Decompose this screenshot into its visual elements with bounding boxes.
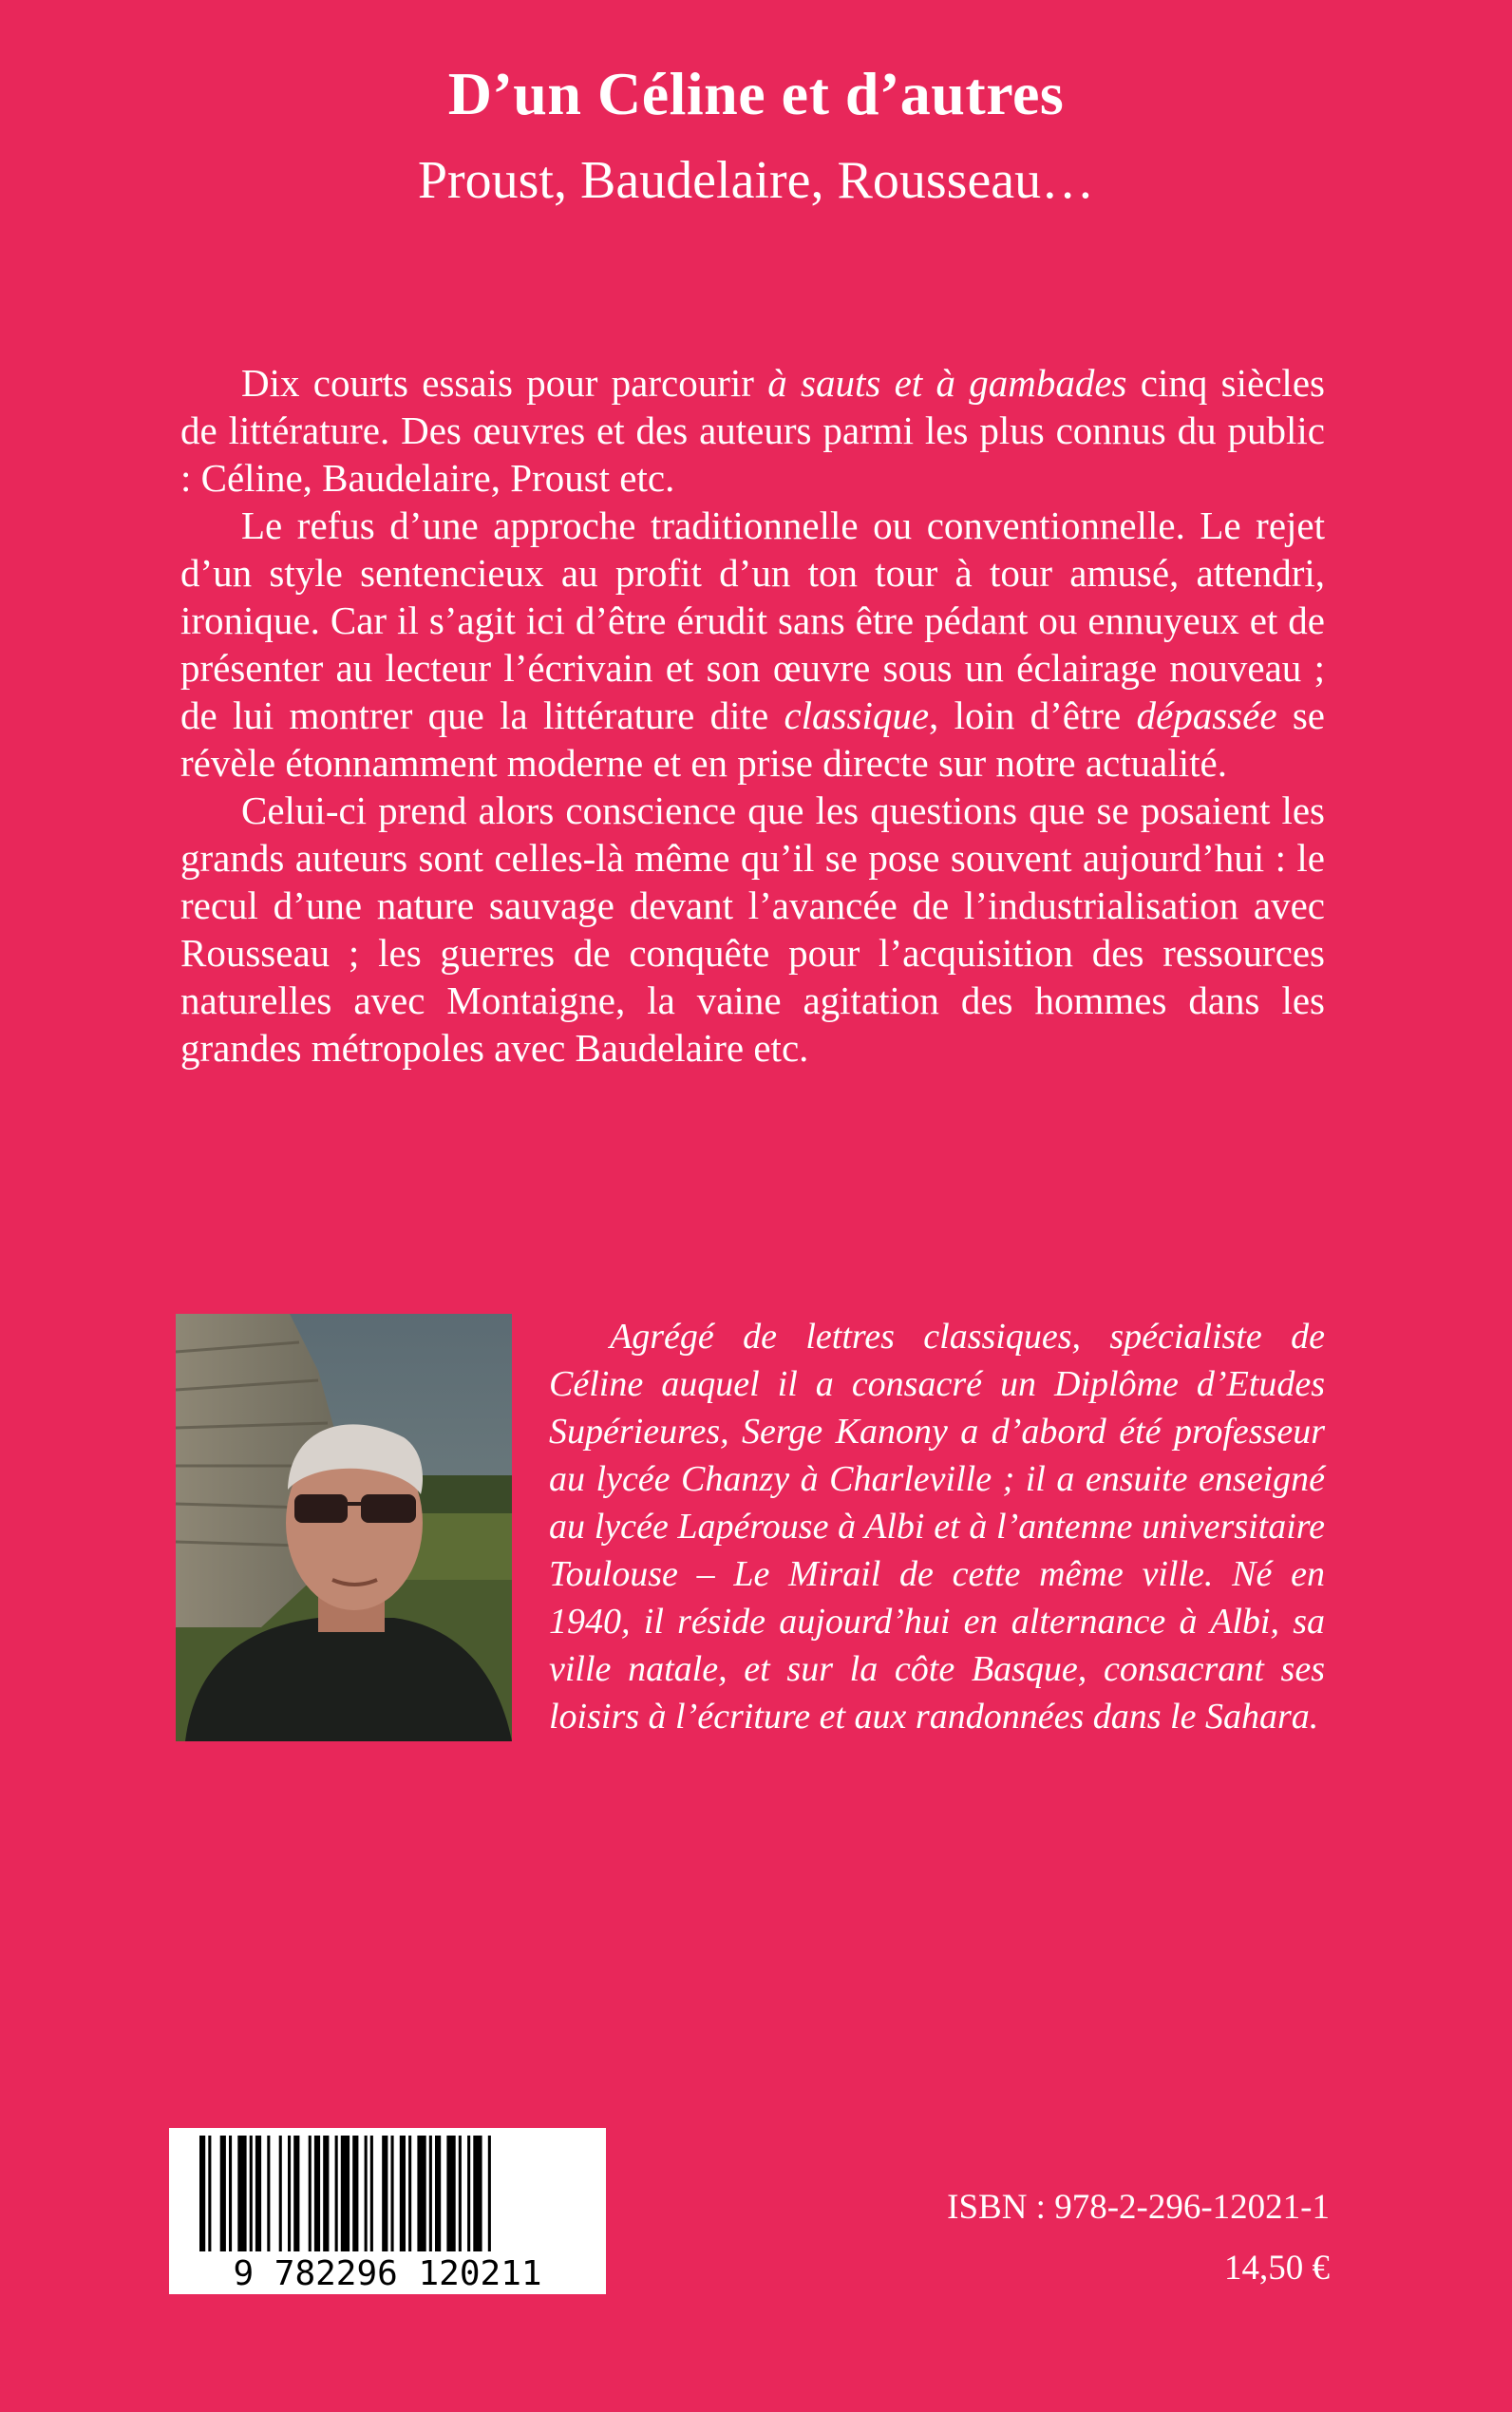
- barcode-bar: [365, 2136, 368, 2251]
- blurb-paragraph-2: Le refus d’une approche traditionnelle ou conventionnelle. Le rejet d’un style sentencieux au profit d’un ton tour à tour amusé, attendri, ironique. Car il s’agit ici d’être érudit sans être pédant ou ennuyeux et de présenter au lecteur l’écrivain et son œuvre sous un éclairage nouveau ; de lui montrer que la littérature dite classique, loin d’être dépassée se révèle étonnamment moderne et en prise directe sur notre actualité.: [180, 503, 1325, 785]
- author-bio: Agrégé de lettres classiques, spécialiste de Céline auquel il a consacré un Diplôme d’Etudes Supérieures, Serge Kanony a d’abord été professeur au lycée Chanzy à Charleville ; il a ensuite enseigné au lycée Lapérouse à Albi et à l’antenne universitaire Toulouse – Le Mirail de cette même ville. Né en 1940, il réside aujourd’hui en alternance à Albi, sa ville natale, et sur la côte Basque, consacrant ses loisirs à l’écriture et aux randonnées dans le Sahara.: [549, 1317, 1325, 1737]
- barcode-bar: [488, 2136, 491, 2251]
- barcode-bar: [335, 2136, 338, 2251]
- isbn-number: ISBN : 978-2-296-12021-1: [947, 2188, 1330, 2227]
- barcode-bar: [408, 2136, 411, 2251]
- barcode-bar: [467, 2136, 470, 2251]
- barcode-bar: [341, 2136, 350, 2251]
- barcode-bar: [279, 2136, 282, 2251]
- book-subtitle: Proust, Baudelaire, Rousseau…: [417, 151, 1095, 210]
- barcode-bar: [220, 2136, 226, 2251]
- blurb-paragraph-3: Celui-ci prend alors conscience que les questions que se posaient les grands auteurs sont celles-là même qu’il se pose souvent aujourd’hui : le recul d’une nature sauvage devant l’avancée de l’industrialisation avec Rousseau ; les guerres de conquête pour l’acquisition des ressources naturelles avec Montaigne, la vaine agitation des hommes dans les grandes métropoles avec Baudelaire etc.: [180, 788, 1325, 1070]
- barcode-bar: [314, 2136, 320, 2251]
- price: 14,50 €: [1224, 2249, 1330, 2288]
- barcode-bar: [255, 2136, 261, 2251]
- barcode-bar: [435, 2136, 441, 2251]
- barcode-bar: [459, 2136, 462, 2251]
- barcode-bar: [400, 2136, 406, 2251]
- author-photo: [176, 1314, 512, 1741]
- isbn-barcode: [169, 2128, 606, 2294]
- barcode-bar: [352, 2136, 358, 2251]
- barcode-bar: [250, 2136, 253, 2251]
- barcode-bar: [229, 2136, 232, 2251]
- blurb-paragraph-1: Dix courts essais pour parcourir à sauts et à gambades cinq siècles de littérature. Des œuvres et des auteurs parmi les plus connus du public : Céline, Baudelaire, Proust etc.: [180, 361, 1325, 500]
- barcode-bar: [473, 2136, 482, 2251]
- barcode-bar: [323, 2136, 329, 2251]
- barcode-bar: [288, 2136, 291, 2251]
- book-title: D’un Céline et d’autres: [447, 60, 1065, 127]
- barcode-bar: [267, 2136, 270, 2251]
- barcode-bar: [208, 2136, 211, 2251]
- barcode-bar: [417, 2136, 425, 2251]
- barcode-bar: [391, 2136, 394, 2251]
- barcode-bar: [446, 2136, 455, 2251]
- barcode-bar: [199, 2136, 205, 2251]
- barcode-digits: 9 782296 120211: [233, 2254, 542, 2293]
- back-cover-blurb: [180, 359, 1325, 1072]
- barcode-bar: [370, 2136, 373, 2251]
- barcode-bar: [382, 2136, 387, 2251]
- barcode-bar: [429, 2136, 432, 2251]
- barcode-bar: [293, 2136, 299, 2251]
- barcode-bar: [309, 2136, 312, 2251]
- barcode-bar: [237, 2136, 246, 2251]
